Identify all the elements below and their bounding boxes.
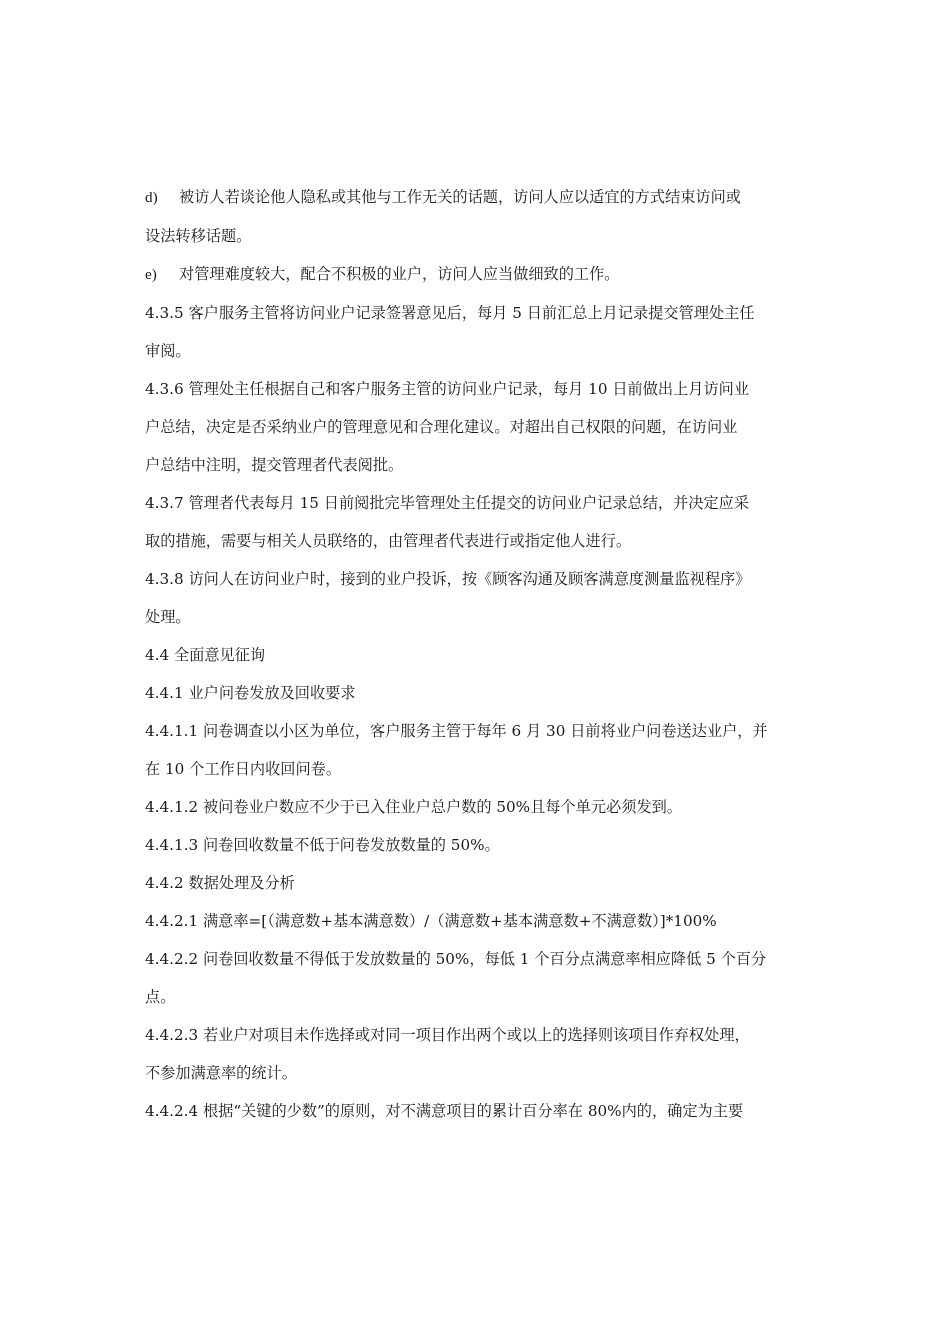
item-e-line-1 xyxy=(145,255,810,294)
section-4-4-2-heading: 4.4.2 数据处理及分析 xyxy=(145,874,295,892)
item-d-line-1 xyxy=(145,178,810,217)
section-4-3-5-line-2: 审阅。 xyxy=(145,342,191,360)
item-e-marker: e) xyxy=(145,266,157,283)
section-4-4-2-3-line-1: 4.4.2.3 若业户对项目未作选择或对同一项目作出两个或以上的选择则该项目作弃权处理， xyxy=(145,1026,750,1044)
section-4-4-2-2-line-1: 4.4.2.2 问卷回收数量不得低于发放数量的 50%，每低 1 个百分点满意率相应降低 5 个百分 xyxy=(145,950,767,968)
item-d-marker: d) xyxy=(145,189,158,206)
document-page xyxy=(145,178,810,1130)
section-4-4-2-4-line-1: 4.4.2.4 根据“关键的少数”的原则，对不满意项目的累计百分率在 80%内的，确定为主要 xyxy=(145,1102,744,1120)
section-4-3-7-line-2: 取的措施，需要与相关人员联络的，由管理者代表进行或指定他人进行。 xyxy=(145,532,631,550)
item-d-text: 被访人若谈论他人隐私或其他与工作无关的话题，访问人应以适宜的方式结束访问或 xyxy=(179,188,741,206)
section-4-3-7-line-1: 4.3.7 管理者代表每月 15 日前阅批完毕管理处主任提交的访问业户记录总结，并决定应采 xyxy=(145,494,750,512)
section-4-3-8-line-2: 处理。 xyxy=(145,608,191,626)
section-4-3-6-line-2: 户总结，决定是否采纳业户的管理意见和合理化建议。对超出自己权限的问题，在访问业 xyxy=(145,418,738,436)
item-e-text: 对管理难度较大，配合不积极的业户，访问人应当做细致的工作。 xyxy=(179,265,620,283)
section-4-4-1-heading: 4.4.1 业户问卷发放及回收要求 xyxy=(145,684,356,702)
item-d-line-2: 设法转移话题。 xyxy=(145,227,252,245)
section-4-3-6-line-1: 4.3.6 管理处主任根据自己和客户服务主管的访问业户记录，每月 10 日前做出上月访问业 xyxy=(145,380,750,398)
section-4-4-2-2-line-2: 点。 xyxy=(145,988,176,1006)
section-4-4-1-3: 4.4.1.3 问卷回收数量不低于问卷发放数量的 50%。 xyxy=(145,836,500,854)
section-4-4-2-3-line-2: 不参加满意率的统计。 xyxy=(145,1064,297,1082)
section-4-4-1-1-line-1: 4.4.1.1 问卷调查以小区为单位，客户服务主管于每年 6 月 30 日前将业户问卷送达业户，并 xyxy=(145,722,768,740)
section-4-4-2-1: 4.4.2.1 满意率=[（满意数+基本满意数）/（满意数+基本满意数+不满意数）]*100% xyxy=(145,912,717,930)
section-4-3-5-line-1: 4.3.5 客户服务主管将访问业户记录签署意见后，每月 5 日前汇总上月记录提交管理处主任 xyxy=(145,304,755,322)
section-4-4-1-2: 4.4.1.2 被问卷业户数应不少于已入住业户总户数的 50%且每个单元必须发到。 xyxy=(145,798,682,816)
section-4-3-6-line-3: 户总结中注明，提交管理者代表阅批。 xyxy=(145,456,404,474)
section-4-3-8-line-1: 4.3.8 访问人在访问业户时，接到的业户投诉，按《顾客沟通及顾客满意度测量监视程序》 xyxy=(145,570,751,588)
section-4-4-1-1-line-2: 在 10 个工作日内收回问卷。 xyxy=(145,760,342,778)
section-4-4-heading: 4.4 全面意见征询 xyxy=(145,646,266,664)
